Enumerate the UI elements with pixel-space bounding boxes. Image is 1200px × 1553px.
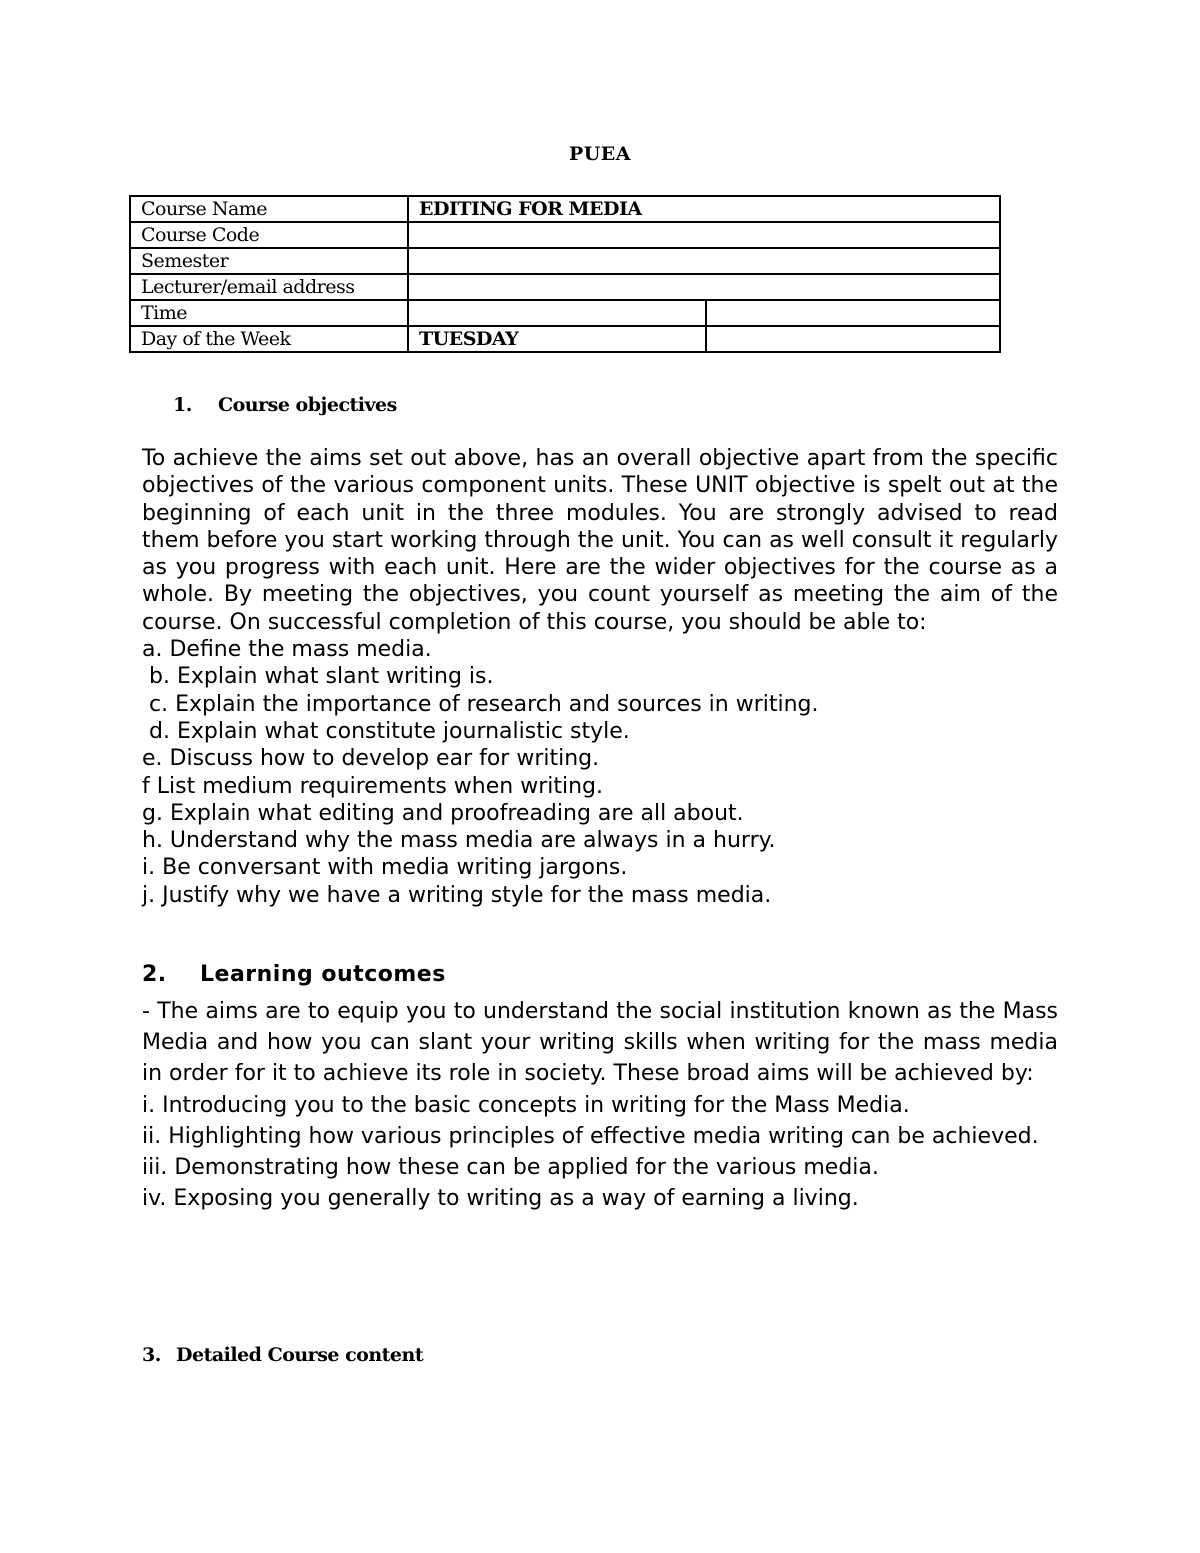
document-title: PUEA — [568, 143, 632, 165]
list-item: i. Be conversant with media writing jargons. — [142, 855, 628, 881]
list-item: a. Define the mass media. — [142, 637, 432, 663]
table-row — [130, 326, 1000, 352]
list-item: d. Explain what constitute journalistic style. — [142, 718, 630, 744]
list-item: i. Introducing you to the basic concepts in writing for the Mass Media. — [142, 1092, 910, 1118]
section2-title: Learning outcomes — [200, 962, 446, 987]
semester-label: Semester — [130, 248, 408, 274]
course-code-label: Course Code — [130, 222, 408, 248]
list-item: g. Explain what editing and proofreading are all about. — [142, 800, 744, 826]
lecturer-value — [408, 274, 1000, 300]
list-item: iv. Exposing you generally to writing as a way of earning a living. — [142, 1186, 859, 1212]
course-name-value: EDITING FOR MEDIA — [408, 196, 1000, 222]
section1-title: Course objectives — [218, 394, 397, 416]
list-item: ii. Highlighting how various principles of effective media writing can be achieved. — [142, 1123, 1039, 1149]
list-item: e. Discuss how to develop ear for writing. — [142, 746, 600, 772]
course-name-label: Course Name — [130, 196, 408, 222]
section1-paragraph: To achieve the aims set out above, has an overall objective apart from the specific objectives of the various component units. These UNIT objective is spelt out at the beginning of each unit in the three modules. You are strongly advised to read them before you start working through the unit. You can as well consult it regularly as you progress with each unit. Here are the wider objectives for the course as a whole. By meeting the objectives, you count yourself as meeting the aim of the course. On successful completion of this course, you should be able to: — [142, 446, 1058, 635]
list-item: b. Explain what slant writing is. — [142, 664, 494, 690]
list-item: j. Justify why we have a writing style for the mass media. — [142, 882, 772, 908]
time-value — [408, 300, 706, 326]
day-extra — [706, 326, 1000, 352]
section3-number: 3. — [142, 1344, 161, 1366]
list-item: iii. Demonstrating how these can be applied for the various media. — [142, 1155, 879, 1181]
section2-paragraph: - The aims are to equip you to understand the social institution known as the Mass Media and how you can slant your writing skills when writing for the mass media in order for it to achieve its role in society. These broad aims will be achieved by: — [142, 999, 1058, 1087]
day-label: Day of the Week — [130, 326, 408, 352]
course-code-value — [408, 222, 1000, 248]
section3-heading — [142, 1344, 423, 1366]
day-value: TUESDAY — [408, 326, 706, 352]
time-label: Time — [130, 300, 408, 326]
table-row — [130, 300, 1000, 326]
lecturer-label: Lecturer/email address — [130, 274, 408, 300]
list-item: f List medium requirements when writing. — [142, 773, 604, 799]
list-item: h. Understand why the mass media are always in a hurry. — [142, 828, 776, 854]
table-row — [130, 274, 1000, 300]
table-row — [130, 196, 1000, 222]
semester-value — [408, 248, 1000, 274]
section3-title: Detailed Course content — [176, 1344, 424, 1366]
section1-number: 1. — [173, 394, 192, 416]
section2-heading — [142, 962, 446, 987]
time-extra — [706, 300, 1000, 326]
table-row — [130, 222, 1000, 248]
section1-heading — [173, 394, 397, 416]
section2-number: 2. — [142, 962, 167, 987]
list-item: c. Explain the importance of research and sources in writing. — [142, 691, 819, 717]
table-row — [130, 248, 1000, 274]
course-info-table — [129, 195, 1001, 353]
section1-body — [142, 445, 1058, 909]
section2-body — [142, 996, 1058, 1214]
